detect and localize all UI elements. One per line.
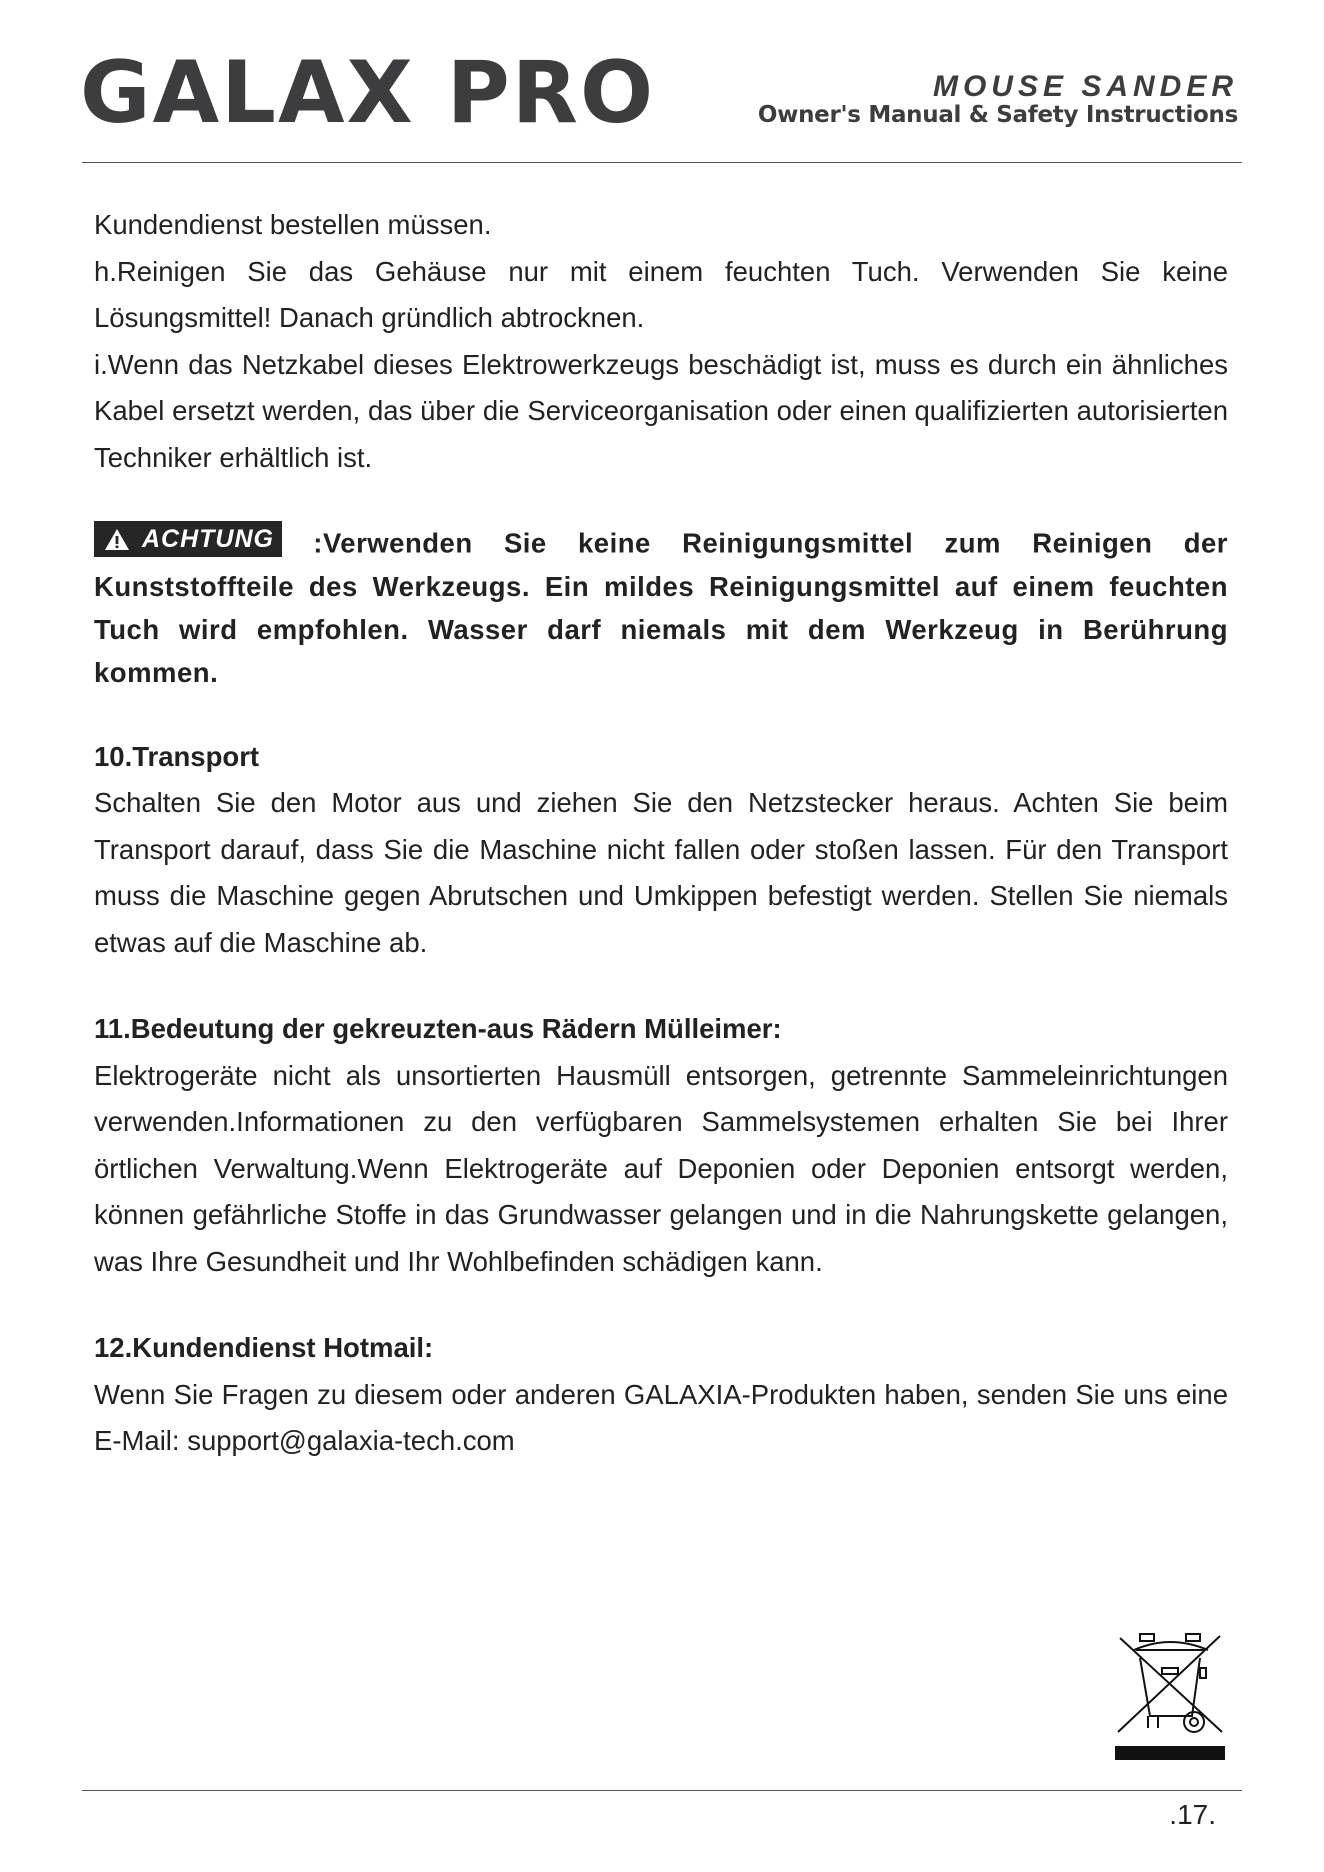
spacer (94, 1285, 1228, 1325)
section-heading: 10.Transport (94, 740, 260, 772)
section-body: Schalten Sie den Motor aus und ziehen Sie den Netzstecker heraus. Achten Sie beim Transport darauf, dass Sie die Maschine nicht fallen oder stoßen lassen. Für den Transport muss die Maschine gegen Abrutschen und Umkippen befestigt werden. Stellen Sie niemals etwas auf die Maschine ab. (94, 787, 1228, 958)
brand-logo: GALAX PRO (80, 43, 656, 143)
paragraph: i.Wenn das Netzkabel dieses Elektrowerkzeugs beschädigt ist, muss es durch ein ähnliches Kabel ersetzt werden, das über die Serviceorganisation oder einen qualifizierten autorisierten Techniker erhältlich ist. (94, 348, 1228, 473)
spacer (94, 694, 1228, 734)
header-divider (82, 162, 1242, 163)
warning-badge-label: ACHTUNG (142, 525, 274, 553)
paragraph: h.Reinigen Sie das Gehäuse nur mit einem feuchten Tuch. Verwenden Sie keine Lösungsmittel! Danach gründlich abtrocknen. (94, 255, 1228, 333)
section-body: Wenn Sie Fragen zu diesem oder anderen GALAXIA-Produkten haben, senden Sie uns eine E-Mail: support@galaxia-tech.com (94, 1378, 1228, 1456)
manual-subtitle: Owner's Manual & Safety Instructions (757, 102, 1238, 128)
warning-notice (94, 521, 1228, 694)
paragraph: Kundendienst bestellen müssen. (94, 209, 492, 240)
footer-divider (82, 1790, 1242, 1791)
warning-triangle-icon (104, 528, 130, 551)
section-heading: 11.Bedeutung der gekreuzten-aus Rädern Mülleimer: (94, 1013, 782, 1044)
spacer (94, 966, 1228, 1006)
page-number: .17. (1169, 1799, 1216, 1830)
weee-underline-bar (1115, 1746, 1225, 1760)
section-body: Elektrogeräte nicht als unsortierten Hausmüll entsorgen, getrennte Sammeleinrichtungen verwenden.Informationen zu den verfügbaren Sammelsystemen erhalten Sie bei Ihrer örtlichen Verwaltung.Wenn Elektrogeräte auf Deponien oder Deponien entsorgt werden, können gefährliche Stoffe in das Grundwasser gelangen und in die Nahrungskette gelangen, was Ihre Gesundheit und Ihr Wohlbefinden schädigen kann. (94, 1059, 1228, 1277)
product-name: MOUSE SANDER (932, 70, 1238, 103)
warning-text: :Verwenden Sie keine Reinigungsmittel zum Reinigen der Kunststoffteile des Werkzeugs. Ein mildes Reinigungsmittel auf einem feuchten Tuch wird empfohlen. Wasser darf niemals mit dem Werkzeug in Berührung kommen. (94, 527, 1228, 688)
section-heading: 12.Kundendienst Hotmail: (94, 1332, 434, 1363)
warning-badge (94, 521, 282, 557)
spacer (94, 481, 1228, 521)
page-content (94, 202, 1228, 1465)
crossed-out-wheelie-bin-icon (1112, 1628, 1228, 1736)
